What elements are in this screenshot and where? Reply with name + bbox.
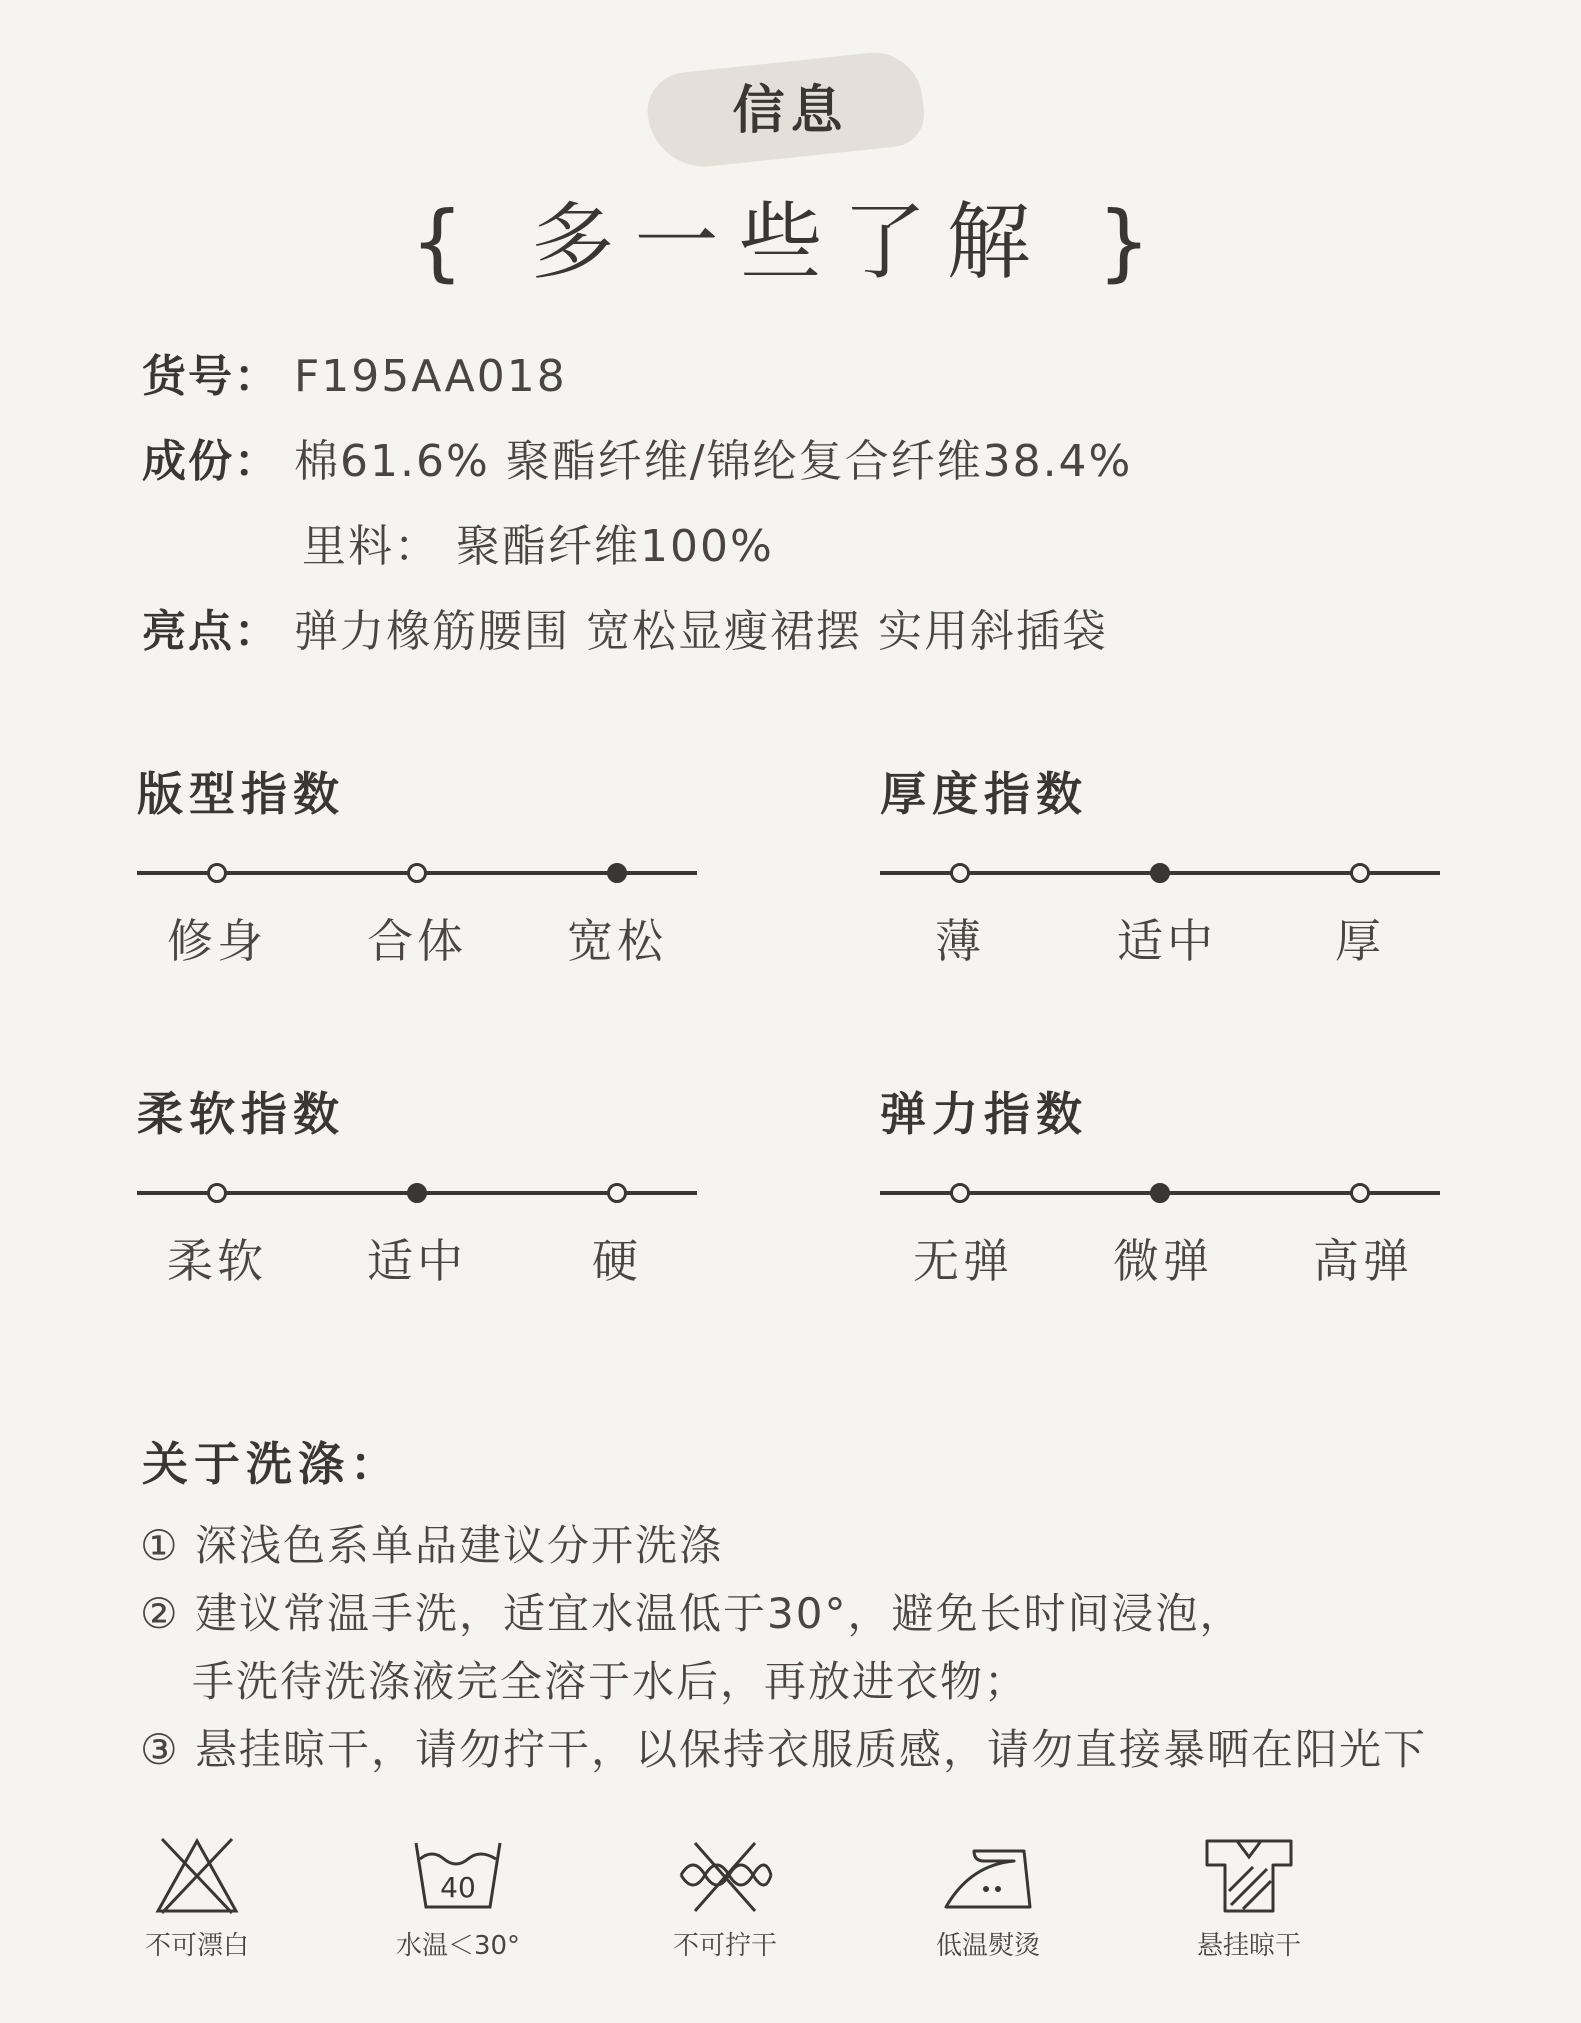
- index-option: 微弹: [1113, 1234, 1213, 1288]
- scale-dot: [1150, 863, 1170, 883]
- index-option: 修身: [167, 914, 267, 968]
- index-title: 版型指数: [137, 767, 345, 821]
- hang-dry-icon: [1201, 1835, 1297, 1917]
- composition-label: 成份：: [142, 436, 280, 487]
- lining-row: [302, 510, 774, 574]
- care-label: 不可漂白: [144, 1931, 249, 1961]
- scale-dot: [1350, 863, 1370, 883]
- wash-line: ① 深浅色系单品建议分开洗涤: [140, 1521, 724, 1570]
- scale-dot: [1150, 1183, 1170, 1203]
- index-option: 适中: [1117, 914, 1217, 968]
- wash-line: ③ 悬挂晾干，请勿拧干，以保持衣服质感，请勿直接暴晒在阳光下: [140, 1725, 1428, 1774]
- index-title: 厚度指数: [880, 767, 1088, 821]
- sku-row: [142, 340, 567, 404]
- scale-dot: [1350, 1183, 1370, 1203]
- index-scale: [137, 1178, 697, 1208]
- highlight-row: [142, 595, 1108, 659]
- care-label: 悬挂晾干: [1196, 1931, 1301, 1961]
- index-option: 无弹: [913, 1234, 1013, 1288]
- scale-dot: [950, 1183, 970, 1203]
- composition-row: [142, 425, 1132, 489]
- index-option: 薄: [935, 914, 985, 968]
- scale-dot: [950, 863, 970, 883]
- index-option: 适中: [367, 1234, 467, 1288]
- sku-value: F195AA018: [294, 351, 567, 402]
- scale-dot: [407, 863, 427, 883]
- sku-label: 货号：: [142, 351, 280, 402]
- scale-dot: [407, 1183, 427, 1203]
- index-option: 厚: [1335, 914, 1385, 968]
- highlight-value: 弹力橡筋腰围 宽松显瘦裙摆 实用斜插袋: [294, 606, 1108, 657]
- care-item-no-bleach: [112, 1835, 282, 1962]
- index-scale: [880, 858, 1440, 888]
- care-label: 低温熨烫: [935, 1931, 1040, 1961]
- index-scale: [880, 1178, 1440, 1208]
- wash-line: 手洗待洗涤液完全溶于水后，再放进衣物；: [192, 1657, 1029, 1706]
- wash-temp-icon: [410, 1835, 506, 1917]
- scale-dot: [607, 863, 627, 883]
- wash-line: ② 建议常温手洗，适宜水温低于30°，避免长时间浸泡，: [140, 1589, 1244, 1638]
- wash-title: 关于洗涤：: [142, 1437, 402, 1491]
- index-title: 柔软指数: [137, 1087, 345, 1141]
- highlight-label: 亮点：: [142, 606, 280, 657]
- index-option: 高弹: [1313, 1234, 1413, 1288]
- index-title: 弹力指数: [880, 1087, 1088, 1141]
- no-wring-icon: [675, 1835, 775, 1917]
- page-title: { 多一些了解 }: [410, 193, 1171, 291]
- scale-dot: [607, 1183, 627, 1203]
- composition-value: 棉61.6% 聚酯纤维/锦纶复合纤维38.4%: [294, 436, 1133, 487]
- index-option: 宽松: [567, 914, 667, 968]
- care-label: 不可拧干: [672, 1931, 777, 1961]
- no-bleach-icon: [152, 1835, 242, 1917]
- index-option: 硬: [592, 1234, 642, 1288]
- index-scale: [137, 858, 697, 888]
- care-item-low-iron: [903, 1835, 1073, 1962]
- care-label: 水温＜30°: [395, 1931, 521, 1961]
- low-iron-icon: [940, 1835, 1036, 1917]
- care-item-hang-dry: [1164, 1835, 1334, 1962]
- scale-dot: [207, 863, 227, 883]
- scale-dot: [207, 1183, 227, 1203]
- care-item-no-wring: [640, 1835, 810, 1962]
- care-item-wash-temp: [373, 1835, 543, 1962]
- index-option: 合体: [367, 914, 467, 968]
- lining-value: 里料： 聚酯纤维100%: [302, 521, 774, 572]
- wash-temp-value: 40: [440, 1871, 476, 1904]
- section-label: 信息: [732, 81, 849, 141]
- index-option: 柔软: [167, 1234, 267, 1288]
